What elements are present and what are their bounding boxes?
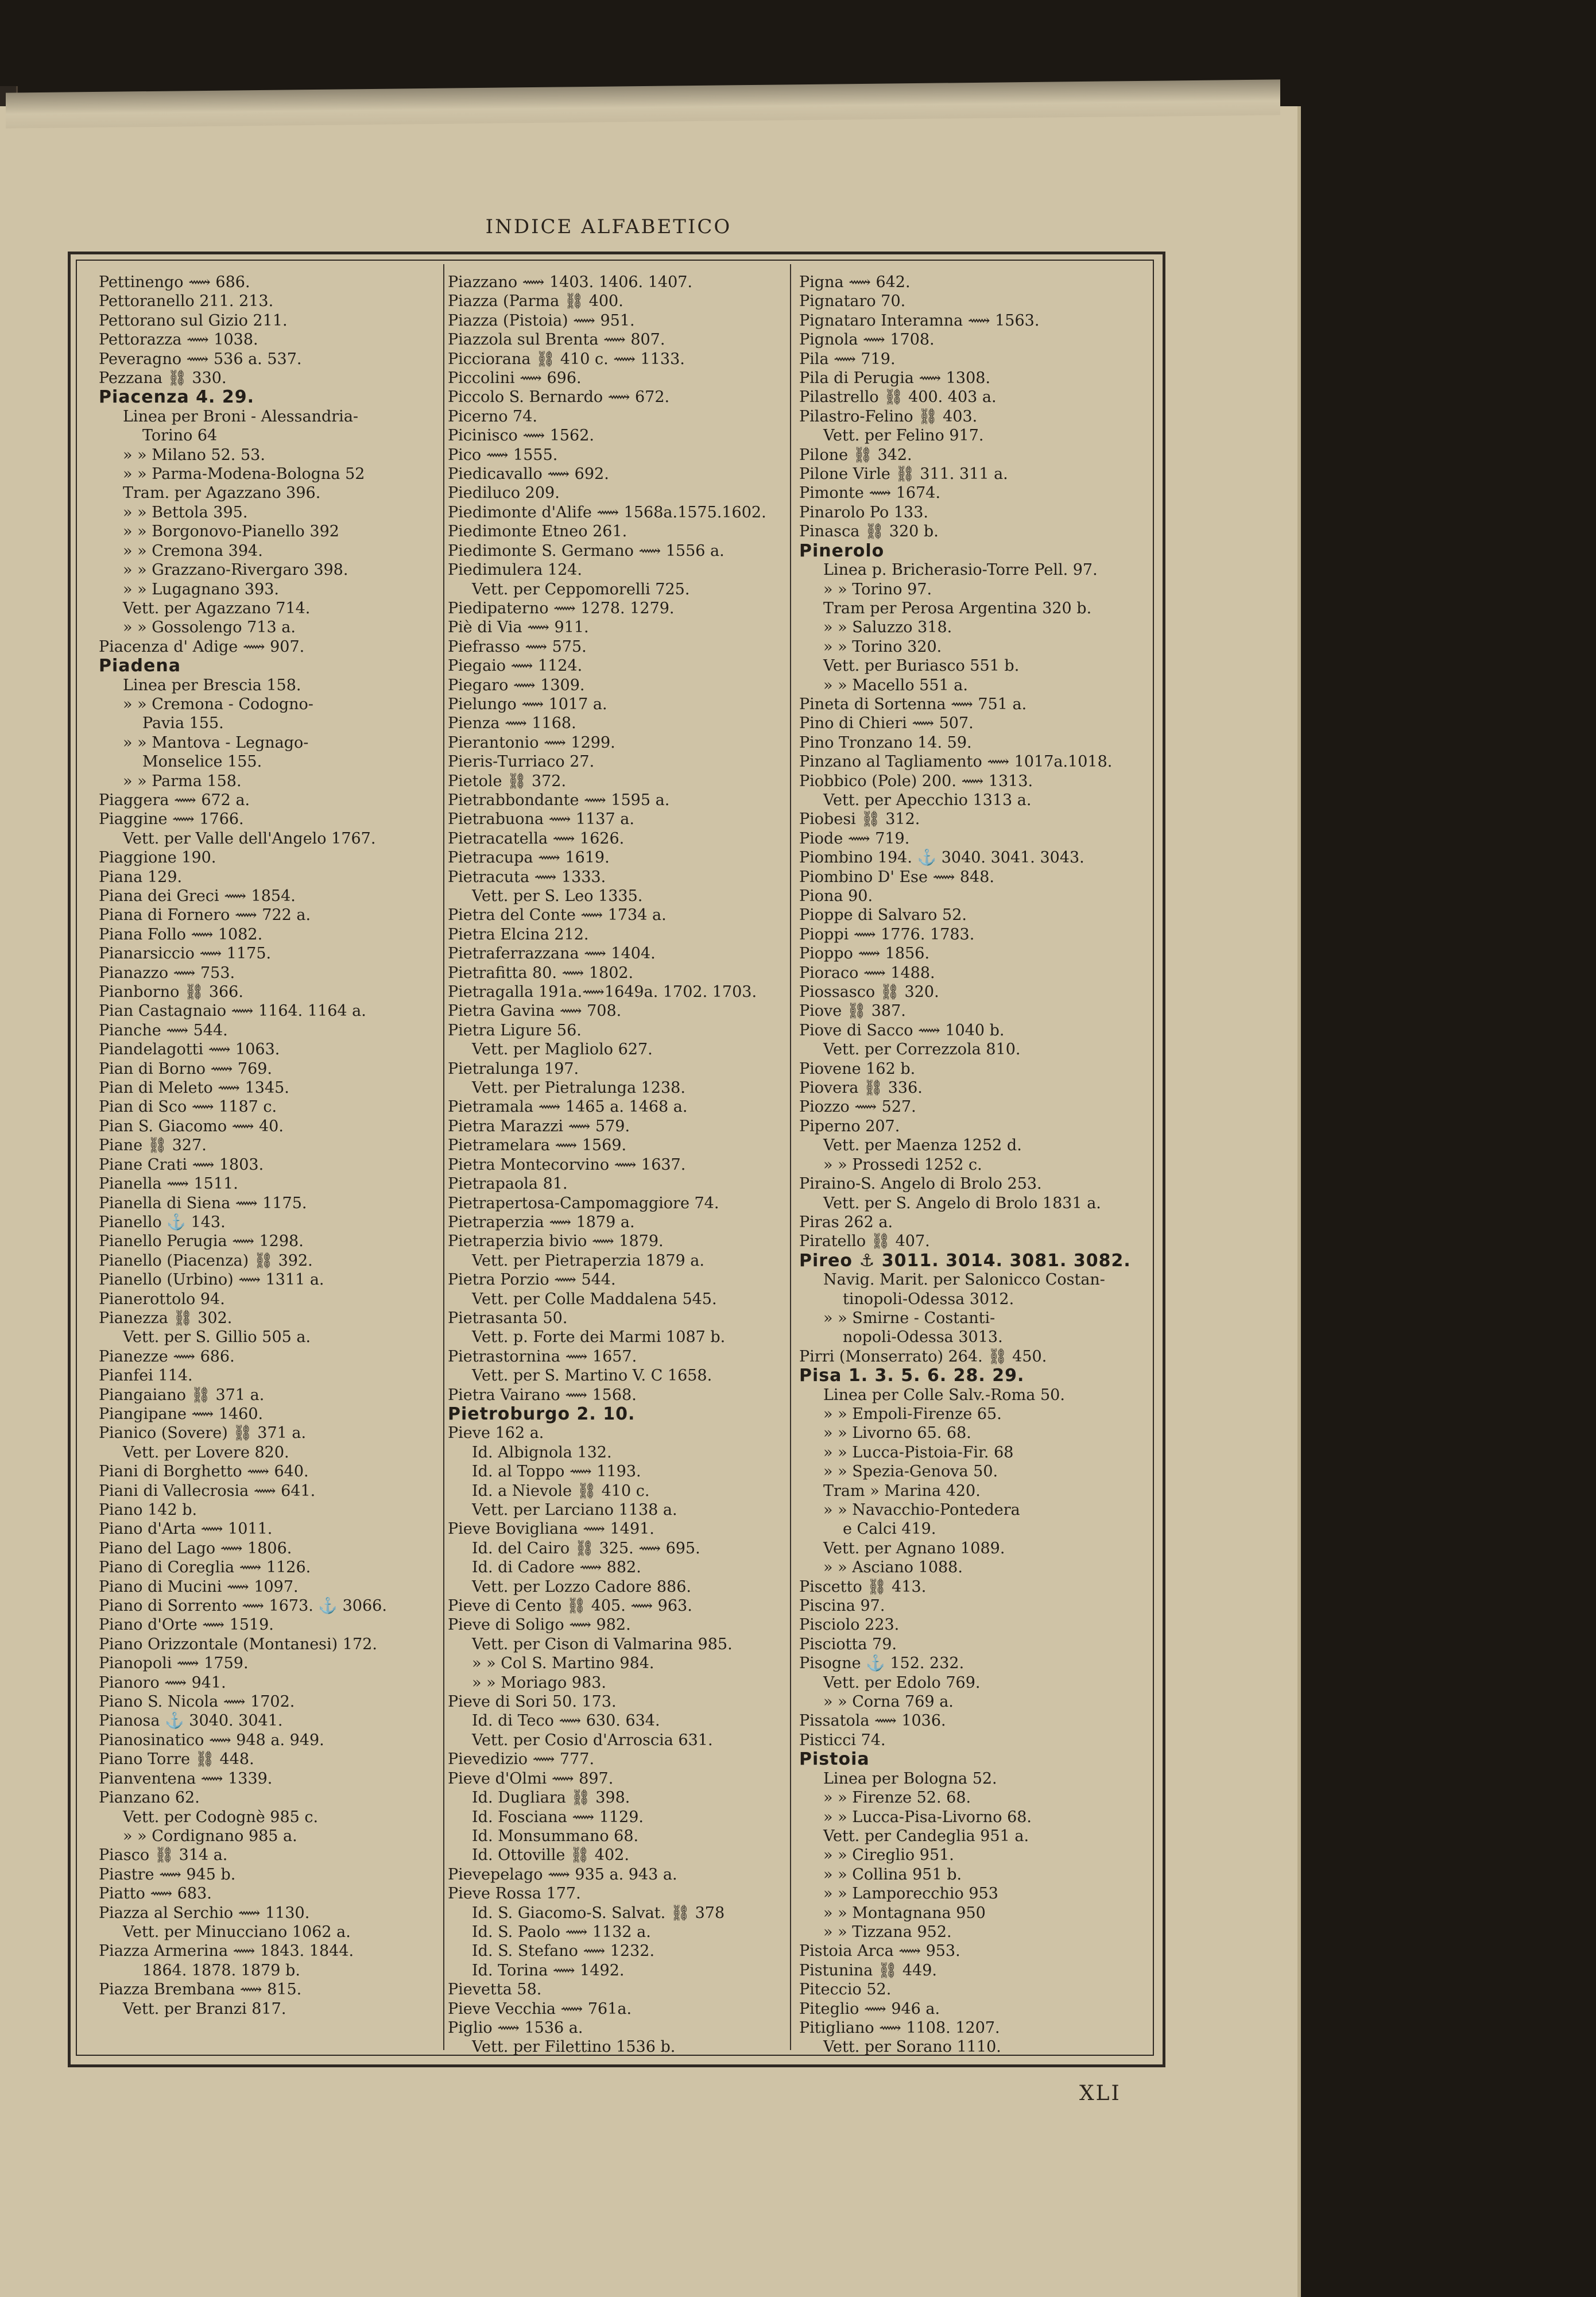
index-entry: Id. Torina ⟿ 1492. bbox=[472, 1961, 625, 1979]
index-entry: Piano d'Arta ⟿ 1011. bbox=[99, 1520, 273, 1538]
index-entry: Piteccio 52. bbox=[799, 1981, 892, 1999]
index-entry: Pino Tronzano 14. 59. bbox=[799, 733, 972, 752]
index-entry: Vett. per S. Martino V. C 1658. bbox=[472, 1367, 712, 1385]
index-entry: Piane Crati ⟿ 1803. bbox=[99, 1155, 264, 1174]
index-entry: Piazza Brembana ⟿ 815. bbox=[99, 1981, 302, 1999]
index-entry: Piaggine ⟿ 1766. bbox=[99, 810, 244, 829]
index-entry: Piazzano ⟿ 1403. 1406. 1407. bbox=[448, 273, 693, 291]
index-entry: Piovera ⛓ 336. bbox=[799, 1079, 923, 1097]
index-entry: Pilone Virle ⛓ 311. 311 a. bbox=[799, 465, 1008, 484]
index-entry: Pietraperzia bivio ⟿ 1879. bbox=[448, 1232, 664, 1251]
index-entry: Piode ⟿ 719. bbox=[799, 829, 910, 848]
index-entry: Pianzano 62. bbox=[99, 1789, 200, 1807]
index-entry: Vett. per Lovere 820. bbox=[123, 1443, 289, 1461]
index-entry: Pinzano al Tagliamento ⟿ 1017a.1018. bbox=[799, 753, 1113, 771]
index-entry: Id. di Teco ⟿ 630. 634. bbox=[472, 1712, 660, 1730]
index-entry: Id. al Toppo ⟿ 1193. bbox=[472, 1463, 641, 1481]
index-entry: Pianerottolo 94. bbox=[99, 1290, 225, 1308]
index-entry: Pianico (Sovere) ⛓ 371 a. bbox=[99, 1424, 307, 1443]
index-entry: Piove ⛓ 387. bbox=[799, 1002, 906, 1020]
index-entry: Piana Follo ⟿ 1082. bbox=[99, 925, 263, 943]
index-entry: Id. S. Giacomo-S. Salvat. ⛓ 378 bbox=[472, 1904, 725, 1922]
index-entry: Vett. per Branzi 817. bbox=[123, 2000, 286, 2018]
index-entry: Piano Torre ⛓ 448. bbox=[99, 1750, 254, 1769]
index-entry: Pigna ⟿ 642. bbox=[799, 273, 911, 291]
index-entry: Pianezze ⟿ 686. bbox=[99, 1347, 235, 1366]
page-number: XLI bbox=[1079, 2082, 1121, 2105]
index-entry: Pianoro ⟿ 941. bbox=[99, 1673, 226, 1692]
index-entry: Vett. per Codognè 985 c. bbox=[123, 1808, 319, 1826]
index-entry: Pian Castagnaio ⟿ 1164. 1164 a. bbox=[99, 1002, 366, 1020]
index-entry: Pila ⟿ 719. bbox=[799, 350, 896, 368]
index-entry: » » Col S. Martino 984. bbox=[472, 1654, 654, 1673]
index-entry: Vett. per Maenza 1252 d. bbox=[823, 1136, 1022, 1155]
index-entry: Piegaro ⟿ 1309. bbox=[448, 676, 585, 694]
index-entry: Pietrabbondante ⟿ 1595 a. bbox=[448, 791, 670, 809]
index-entry: Pietrapaola 81. bbox=[448, 1175, 568, 1193]
index-entry: » » Borgonovo-Pianello 392 bbox=[123, 523, 339, 541]
index-entry: Pissatola ⟿ 1036. bbox=[799, 1712, 946, 1730]
index-entry: Pieve Rossa 177. bbox=[448, 1885, 581, 1903]
index-entry: Vett. per Buriasco 551 b. bbox=[823, 657, 1020, 675]
index-entry: » » Mantova - Legnago- bbox=[123, 733, 309, 752]
index-entry: Vett. per Cosio d'Arroscia 631. bbox=[472, 1731, 713, 1749]
index-entry: Pietrapertosa-Campomaggiore 74. bbox=[448, 1194, 719, 1212]
index-entry: Piscina 97. bbox=[799, 1597, 885, 1615]
index-entry: Vett. per Larciano 1138 a. bbox=[472, 1501, 677, 1519]
index-entry: Piaggera ⟿ 672 a. bbox=[99, 791, 250, 809]
index-entry: Pieve d'Olmi ⟿ 897. bbox=[448, 1769, 614, 1788]
index-entry: Vett. per Agazzano 714. bbox=[123, 599, 311, 617]
index-entry: Pianosa ⚓ 3040. 3041. bbox=[99, 1712, 283, 1730]
index-entry: Pignataro Interamna ⟿ 1563. bbox=[799, 311, 1040, 330]
index-entry: Tram. per Agazzano 396. bbox=[123, 484, 321, 502]
index-entry: Piedimonte S. Germano ⟿ 1556 a. bbox=[448, 542, 725, 560]
index-entry: Picinisco ⟿ 1562. bbox=[448, 427, 594, 445]
index-entry: Vett. per Filettino 1536 b. bbox=[472, 2038, 676, 2056]
index-entry: Piano S. Nicola ⟿ 1702. bbox=[99, 1693, 295, 1711]
index-entry: Piane ⛓ 327. bbox=[99, 1136, 207, 1155]
index-entry: » » Moriago 983. bbox=[472, 1673, 606, 1692]
index-entry: » » Asciano 1088. bbox=[823, 1559, 963, 1577]
index-entry: Pietroburgo 2. 10. bbox=[448, 1404, 636, 1424]
index-entry: » » Prossedi 1252 c. bbox=[823, 1155, 982, 1174]
index-entry: Id. del Cairo ⛓ 325. ⟿ 695. bbox=[472, 1539, 700, 1557]
index-entry: Tram » Marina 420. bbox=[823, 1482, 981, 1500]
index-entry: Pavia 155. bbox=[142, 714, 224, 733]
index-entry: Id. Albignola 132. bbox=[472, 1443, 612, 1461]
index-entry: Pianborno ⛓ 366. bbox=[99, 983, 243, 1001]
index-entry: Vett. per Pietralunga 1238. bbox=[472, 1079, 685, 1097]
index-entry: tinopoli-Odessa 3012. bbox=[843, 1290, 1014, 1308]
index-entry: Pila di Perugia ⟿ 1308. bbox=[799, 369, 991, 388]
index-entry: Piano di Sorrento ⟿ 1673. ⚓ 3066. bbox=[99, 1597, 387, 1615]
index-entry: Pianventena ⟿ 1339. bbox=[99, 1769, 273, 1788]
index-entry: » » Lucca-Pisa-Livorno 68. bbox=[823, 1808, 1032, 1826]
index-entry: Piefrasso ⟿ 575. bbox=[448, 637, 587, 656]
index-entry: Piano 142 b. bbox=[99, 1501, 197, 1519]
index-entry: Vett. per Correzzola 810. bbox=[823, 1041, 1021, 1059]
index-entry: Vett. per Pietraperzia 1879 a. bbox=[472, 1251, 704, 1270]
index-entry: Vett. p. Forte dei Marmi 1087 b. bbox=[472, 1328, 726, 1347]
index-entry: Piani di Vallecrosia ⟿ 641. bbox=[99, 1482, 316, 1500]
index-entry: Pievepelago ⟿ 935 a. 943 a. bbox=[448, 1865, 677, 1884]
index-entry: Picciorana ⛓ 410 c. ⟿ 1133. bbox=[448, 350, 685, 368]
index-entry: Vett. per S. Angelo di Brolo 1831 a. bbox=[823, 1194, 1101, 1212]
index-entry: » » Milano 52. 53. bbox=[123, 446, 265, 464]
index-entry: » » Grazzano-Rivergaro 398. bbox=[123, 561, 348, 579]
index-entry: Pineta di Sortenna ⟿ 751 a. bbox=[799, 695, 1027, 713]
index-entry: Pietole ⛓ 372. bbox=[448, 772, 567, 790]
index-entry: Pinerolo bbox=[799, 541, 885, 561]
index-entry: Pistunina ⛓ 449. bbox=[799, 1961, 937, 1979]
index-entry: Pietra del Conte ⟿ 1734 a. bbox=[448, 906, 667, 925]
index-entry: Piazza Armerina ⟿ 1843. 1844. bbox=[99, 1942, 354, 1960]
index-entry: Pieris-Turriaco 27. bbox=[448, 753, 595, 771]
index-entry: » » Torino 320. bbox=[823, 637, 942, 656]
index-entry: » » Collina 951 b. bbox=[823, 1865, 962, 1884]
index-entry: Pireo ⚓ 3011. 3014. 3081. 3082. bbox=[799, 1251, 1131, 1271]
index-entry: Pietra Marazzi ⟿ 579. bbox=[448, 1117, 630, 1135]
index-entry: Pietraperzia ⟿ 1879 a. bbox=[448, 1213, 635, 1231]
index-entry: Pianello (Piacenza) ⛓ 392. bbox=[99, 1251, 313, 1270]
index-entry: » » Lugagnano 393. bbox=[123, 580, 280, 598]
index-entry: Pietra Montecorvino ⟿ 1637. bbox=[448, 1155, 686, 1174]
index-entry: » » Tizzana 952. bbox=[823, 1923, 952, 1941]
index-entry: Piperno 207. bbox=[799, 1117, 900, 1135]
index-entry: Pianella di Siena ⟿ 1175. bbox=[99, 1194, 307, 1212]
index-entry: Piccolini ⟿ 696. bbox=[448, 369, 582, 388]
index-entry: Pianosinatico ⟿ 948 a. 949. bbox=[99, 1731, 324, 1749]
index-entry: Pietracupa ⟿ 1619. bbox=[448, 849, 610, 867]
index-entry: Pian S. Giacomo ⟿ 40. bbox=[99, 1117, 284, 1135]
index-entry: Pietra Ligure 56. bbox=[448, 1021, 582, 1039]
index-entry: Pieve Bovigliana ⟿ 1491. bbox=[448, 1520, 654, 1538]
index-entry: » » Lamporecchio 953 bbox=[823, 1885, 998, 1903]
index-entry: Pitigliano ⟿ 1108. 1207. bbox=[799, 2018, 1000, 2037]
index-entry: Piana di Fornero ⟿ 722 a. bbox=[99, 906, 311, 925]
index-entry: Pianopoli ⟿ 1759. bbox=[99, 1654, 249, 1673]
column-rule-2 bbox=[790, 264, 791, 2050]
index-entry: Pietra Gavina ⟿ 708. bbox=[448, 1002, 622, 1020]
index-entry: Pezzana ⛓ 330. bbox=[99, 369, 227, 388]
index-entry: Pianello ⚓ 143. bbox=[99, 1213, 226, 1231]
index-entry: Pisa 1. 3. 5. 6. 28. 29. bbox=[799, 1366, 1025, 1386]
index-entry: Piombino D' Ese ⟿ 848. bbox=[799, 868, 994, 886]
index-entry: Pignola ⟿ 1708. bbox=[799, 331, 935, 349]
index-entry: Piras 262 a. bbox=[799, 1213, 893, 1231]
index-entry: Vett. per Lozzo Cadore 886. bbox=[472, 1577, 691, 1596]
index-entry: Pino di Chieri ⟿ 507. bbox=[799, 714, 974, 733]
index-entry: Vett. per Minucciano 1062 a. bbox=[123, 1923, 351, 1941]
index-entry: Pievetta 58. bbox=[448, 1981, 542, 1999]
index-entry: » » Cordignano 985 a. bbox=[123, 1827, 297, 1845]
index-entry: Pietra Vairano ⟿ 1568. bbox=[448, 1386, 637, 1404]
index-entry: Pietragalla 191a.⟿1649a. 1702. 1703. bbox=[448, 983, 757, 1001]
index-entry: Pinarolo Po 133. bbox=[799, 503, 928, 521]
index-entry: Pisticci 74. bbox=[799, 1731, 886, 1749]
index-entry: Id. a Nievole ⛓ 410 c. bbox=[472, 1482, 650, 1500]
index-entry: Piteglio ⟿ 946 a. bbox=[799, 2000, 940, 2018]
index-entry: » » Cremona 394. bbox=[123, 542, 263, 560]
index-entry: nopoli-Odessa 3013. bbox=[843, 1328, 1003, 1347]
index-entry: Vett. per Valle dell'Angelo 1767. bbox=[123, 829, 376, 848]
index-entry: Piana 129. bbox=[99, 868, 183, 886]
index-entry: Pisogne ⚓ 152. 232. bbox=[799, 1654, 964, 1673]
index-entry: » » Lucca-Pistoia-Fir. 68 bbox=[823, 1443, 1014, 1461]
index-entry: Piratello ⛓ 407. bbox=[799, 1232, 930, 1251]
index-entry: Pioraco ⟿ 1488. bbox=[799, 964, 935, 982]
index-entry: Vett. per Agnano 1089. bbox=[823, 1539, 1005, 1557]
index-entry: Piangipane ⟿ 1460. bbox=[99, 1405, 264, 1423]
index-entry: Piazzola sul Brenta ⟿ 807. bbox=[448, 331, 665, 349]
index-entry: Vett. per Magliolo 627. bbox=[472, 1041, 653, 1059]
index-entry: Piglio ⟿ 1536 a. bbox=[448, 2018, 583, 2037]
index-entry: Piovene 162 b. bbox=[799, 1059, 916, 1078]
index-entry: Pettorazza ⟿ 1038. bbox=[99, 331, 258, 349]
index-entry: Piangaiano ⛓ 371 a. bbox=[99, 1386, 265, 1404]
index-entry: Id. Monsummano 68. bbox=[472, 1827, 639, 1845]
index-entry: Pian di Sco ⟿ 1187 c. bbox=[99, 1098, 277, 1116]
index-entry: Pisciotta 79. bbox=[799, 1635, 897, 1653]
index-entry: Pilone ⛓ 342. bbox=[799, 446, 912, 464]
index-entry: Pioppo ⟿ 1856. bbox=[799, 945, 930, 963]
index-entry: Piano del Lago ⟿ 1806. bbox=[99, 1539, 292, 1557]
index-entry: Pianella ⟿ 1511. bbox=[99, 1175, 238, 1193]
index-entry: Piobbico (Pole) 200. ⟿ 1313. bbox=[799, 772, 1033, 790]
index-entry: Pielungo ⟿ 1017 a. bbox=[448, 695, 607, 713]
index-entry: Vett. per Sorano 1110. bbox=[823, 2038, 1001, 2056]
index-entry: Pietrabuona ⟿ 1137 a. bbox=[448, 810, 634, 829]
index-entry: Piove di Sacco ⟿ 1040 b. bbox=[799, 1021, 1005, 1039]
index-entry: » » Empoli-Firenze 65. bbox=[823, 1405, 1002, 1423]
index-entry: Linea per Broni - Alessandria- bbox=[123, 407, 359, 426]
index-entry: Pignataro 70. bbox=[799, 292, 906, 311]
index-entry: Pieve di Sori 50. 173. bbox=[448, 1693, 617, 1711]
index-entry: » » Torino 97. bbox=[823, 580, 932, 598]
index-entry: » » Corna 769 a. bbox=[823, 1693, 954, 1711]
index-entry: Peveragno ⟿ 536 a. 537. bbox=[99, 350, 302, 368]
index-entry: Piona 90. bbox=[799, 887, 873, 905]
index-entry: Monselice 155. bbox=[142, 753, 262, 771]
index-entry: Linea per Brescia 158. bbox=[123, 676, 301, 694]
index-entry: Id. di Cadore ⟿ 882. bbox=[472, 1559, 641, 1577]
index-entry: Piobesi ⛓ 312. bbox=[799, 810, 920, 829]
index-entry: Piedimonte Etneo 261. bbox=[448, 523, 627, 541]
index-entry: Pico ⟿ 1555. bbox=[448, 446, 558, 464]
index-entry: Piano di Mucini ⟿ 1097. bbox=[99, 1577, 299, 1596]
index-entry: Pilastrello ⛓ 400. 403 a. bbox=[799, 388, 997, 407]
index-entry: Vett. per Cison di Valmarina 985. bbox=[472, 1635, 733, 1653]
index-entry: » » Parma-Modena-Bologna 52 bbox=[123, 465, 365, 484]
index-entry: » » Macello 551 a. bbox=[823, 676, 968, 694]
index-entry: Piossasco ⛓ 320. bbox=[799, 983, 939, 1001]
index-entry: Piediluco 209. bbox=[448, 484, 560, 502]
index-entry: Pilastro-Felino ⛓ 403. bbox=[799, 407, 978, 426]
index-entry: Pierantonio ⟿ 1299. bbox=[448, 733, 615, 752]
index-entry: » » Cireglio 951. bbox=[823, 1846, 954, 1865]
index-entry: Picerno 74. bbox=[448, 407, 537, 426]
index-entry: Piastre ⟿ 945 b. bbox=[99, 1865, 236, 1884]
column-rule-1 bbox=[443, 264, 444, 2050]
index-entry: Piasco ⛓ 314 a. bbox=[99, 1846, 228, 1865]
index-entry: Piazza al Serchio ⟿ 1130. bbox=[99, 1904, 310, 1922]
index-entry: Piazza (Parma ⛓ 400. bbox=[448, 292, 623, 311]
index-entry: Piano di Coreglia ⟿ 1126. bbox=[99, 1559, 311, 1577]
index-entry: Piedipaterno ⟿ 1278. 1279. bbox=[448, 599, 675, 617]
index-entry: » » Spezia-Genova 50. bbox=[823, 1463, 998, 1481]
index-entry: Pettoranello 211. 213. bbox=[99, 292, 274, 311]
index-entry: Pieve di Cento ⛓ 405. ⟿ 963. bbox=[448, 1597, 692, 1615]
index-entry: » » Saluzzo 318. bbox=[823, 618, 952, 637]
index-entry: Pietrastornina ⟿ 1657. bbox=[448, 1347, 637, 1366]
index-entry: Piacenza 4. 29. bbox=[99, 388, 255, 407]
index-entry: » » Gossolengo 713 a. bbox=[123, 618, 296, 637]
index-entry: Piedimonte d'Alife ⟿ 1568a.1575.1602. bbox=[448, 503, 766, 521]
page-heading: INDICE ALFABETICO bbox=[485, 215, 732, 238]
index-entry: Linea p. Bricherasio-Torre Pell. 97. bbox=[823, 561, 1098, 579]
index-entry: Pienza ⟿ 1168. bbox=[448, 714, 576, 733]
index-entry: Pisciolo 223. bbox=[799, 1616, 900, 1634]
index-entry: Pianfei 114. bbox=[99, 1367, 193, 1385]
index-column-1 bbox=[99, 273, 443, 2018]
index-entry: Pistoia Arca ⟿ 953. bbox=[799, 1942, 960, 1960]
index-entry: Pianarsiccio ⟿ 1175. bbox=[99, 945, 272, 963]
index-entry: Pieve 162 a. bbox=[448, 1424, 544, 1443]
index-entry: Vett. per S. Leo 1335. bbox=[472, 887, 643, 905]
index-entry: Pioppe di Salvaro 52. bbox=[799, 906, 967, 925]
index-entry: » » Smirne - Costanti- bbox=[823, 1309, 995, 1327]
index-entry: Tram per Perosa Argentina 320 b. bbox=[823, 599, 1092, 617]
index-entry: Pinasca ⛓ 320 b. bbox=[799, 523, 939, 541]
index-entry: Piadena bbox=[99, 656, 181, 676]
index-entry: Vett. per Edolo 769. bbox=[823, 1673, 981, 1692]
index-entry: Piani di Borghetto ⟿ 640. bbox=[99, 1463, 309, 1481]
index-entry: » » Bettola 395. bbox=[123, 503, 248, 521]
index-entry: Pistoia bbox=[799, 1750, 870, 1769]
index-entry: Piatto ⟿ 683. bbox=[99, 1885, 212, 1903]
index-entry: Linea per Colle Salv.-Roma 50. bbox=[823, 1386, 1065, 1404]
index-entry: Pietracuta ⟿ 1333. bbox=[448, 868, 606, 886]
index-entry: Vett. per Apecchio 1313 a. bbox=[823, 791, 1032, 809]
index-entry: » » Cremona - Codogno- bbox=[123, 695, 313, 713]
index-entry: Pian di Borno ⟿ 769. bbox=[99, 1059, 273, 1078]
index-entry: Vett. per S. Gillio 505 a. bbox=[123, 1328, 311, 1347]
index-entry: Piazza (Pistoia) ⟿ 951. bbox=[448, 311, 635, 330]
index-entry: 1864. 1878. 1879 b. bbox=[142, 1961, 300, 1979]
index-entry: » » Parma 158. bbox=[123, 772, 242, 790]
index-entry: Id. S. Stefano ⟿ 1232. bbox=[472, 1942, 655, 1960]
index-entry: Pianazzo ⟿ 753. bbox=[99, 964, 235, 982]
index-entry: Pianche ⟿ 544. bbox=[99, 1021, 228, 1039]
index-entry: Pievedizio ⟿ 777. bbox=[448, 1750, 595, 1769]
index-entry: Piraino-S. Angelo di Brolo 253. bbox=[799, 1175, 1042, 1193]
index-entry: Id. Ottoville ⛓ 402. bbox=[472, 1846, 629, 1865]
index-entry: Vett. per Felino 917. bbox=[823, 427, 984, 445]
index-entry: Piacenza d' Adige ⟿ 907. bbox=[99, 637, 305, 656]
index-entry: » » Firenze 52. 68. bbox=[823, 1789, 971, 1807]
index-entry: e Calci 419. bbox=[843, 1520, 936, 1538]
index-entry: Piegaio ⟿ 1124. bbox=[448, 657, 583, 675]
index-entry: Pioppi ⟿ 1776. 1783. bbox=[799, 925, 975, 943]
index-column-2 bbox=[448, 273, 787, 2057]
index-entry: Navig. Marit. per Salonicco Costan- bbox=[823, 1271, 1105, 1289]
index-entry: Pettinengo ⟿ 686. bbox=[99, 273, 250, 291]
index-entry: Pian di Meleto ⟿ 1345. bbox=[99, 1079, 289, 1097]
index-entry: Piedimulera 124. bbox=[448, 561, 583, 579]
index-entry: Pietra Porzio ⟿ 544. bbox=[448, 1271, 616, 1289]
index-entry: Pianello (Urbino) ⟿ 1311 a. bbox=[99, 1271, 324, 1289]
index-entry: Piano d'Orte ⟿ 1519. bbox=[99, 1616, 274, 1634]
index-entry: Pietramelara ⟿ 1569. bbox=[448, 1136, 627, 1155]
index-entry: Piscetto ⛓ 413. bbox=[799, 1577, 927, 1596]
index-entry: Pieve di Soligo ⟿ 982. bbox=[448, 1616, 631, 1634]
index-entry: Pietrasanta 50. bbox=[448, 1309, 568, 1327]
index-entry: Pietralunga 197. bbox=[448, 1059, 579, 1078]
index-entry: Piandelagotti ⟿ 1063. bbox=[99, 1041, 280, 1059]
index-entry: Pettorano sul Gizio 211. bbox=[99, 311, 288, 330]
index-entry: Piedicavallo ⟿ 692. bbox=[448, 465, 609, 484]
index-entry: Pianello Perugia ⟿ 1298. bbox=[99, 1232, 304, 1251]
index-entry: Piccolo S. Bernardo ⟿ 672. bbox=[448, 388, 670, 407]
index-entry: Piombino 194. ⚓ 3040. 3041. 3043. bbox=[799, 849, 1084, 867]
index-entry: » » Montagnana 950 bbox=[823, 1904, 986, 1922]
index-entry: Pirri (Monserrato) 264. ⛓ 450. bbox=[799, 1347, 1047, 1366]
index-entry: Piè di Via ⟿ 911. bbox=[448, 618, 589, 637]
index-entry: Pietrafitta 80. ⟿ 1802. bbox=[448, 964, 634, 982]
index-entry: » » Navacchio-Pontedera bbox=[823, 1501, 1020, 1519]
index-entry: Piaggione 190. bbox=[99, 849, 216, 867]
index-entry: Id. Dugliara ⛓ 398. bbox=[472, 1789, 630, 1807]
index-entry: Piozzo ⟿ 527. bbox=[799, 1098, 916, 1116]
index-entry: Vett. per Ceppomorelli 725. bbox=[472, 580, 690, 598]
index-entry: Piano Orizzontale (Montanesi) 172. bbox=[99, 1635, 377, 1653]
index-entry: Pietraferrazzana ⟿ 1404. bbox=[448, 945, 656, 963]
index-entry: Torino 64 bbox=[142, 427, 218, 445]
index-entry: Id. Fosciana ⟿ 1129. bbox=[472, 1808, 644, 1826]
index-entry: Vett. per Colle Maddalena 545. bbox=[472, 1290, 717, 1308]
index-entry: Vett. per Candeglia 951 a. bbox=[823, 1827, 1029, 1845]
index-entry: Linea per Bologna 52. bbox=[823, 1769, 997, 1788]
index-entry: Id. S. Paolo ⟿ 1132 a. bbox=[472, 1923, 651, 1941]
index-entry: Pimonte ⟿ 1674. bbox=[799, 484, 941, 502]
index-entry: Pietramala ⟿ 1465 a. 1468 a. bbox=[448, 1098, 688, 1116]
index-column-3 bbox=[799, 273, 1139, 2057]
index-entry: Pietra Elcina 212. bbox=[448, 925, 589, 943]
index-entry: » » Livorno 65. 68. bbox=[823, 1424, 971, 1443]
index-entry: Pianezza ⛓ 302. bbox=[99, 1309, 233, 1327]
index-entry: Pietracatella ⟿ 1626. bbox=[448, 829, 625, 848]
index-entry: Pieve Vecchia ⟿ 761a. bbox=[448, 2000, 632, 2018]
index-entry: Piana dei Greci ⟿ 1854. bbox=[99, 887, 296, 905]
